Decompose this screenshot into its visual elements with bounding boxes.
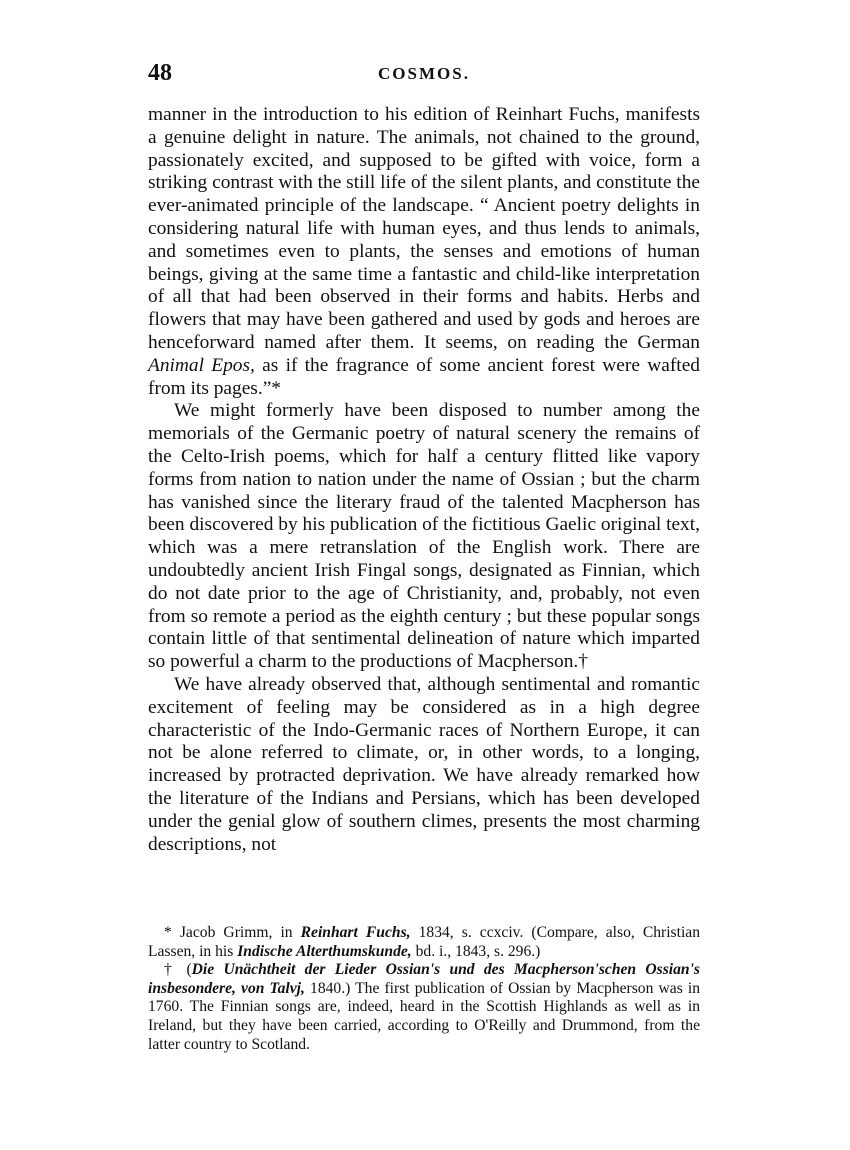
paragraph-1 xyxy=(148,104,700,400)
footnote-1-title-1: Reinhart Fuchs, xyxy=(300,924,411,941)
paragraph-1-text: manner in the introduction to his edition of Reinhart Fuchs, manifests a genuine delight in nature. The animals, not chained to the ground, passionately excited, and supposed to be gifted with voice, form a striking contrast with the still life of the silent plants, and constitute the ever-animated principle of the landscape. “ Ancient poetry delights in considering natural life with human eyes, and thus lends to animals, and sometimes even to plants, the senses and emotions of human beings, giving at the same time a fantastic and child-like interpretation of all that had been observed in their forms and habits. Herbs and flowers that may have been gathered and used by gods and heroes are henceforward named after them. It seems, on reading the German xyxy=(148,104,700,353)
footnote-1-title-2: Indische Alterthumskunde, xyxy=(237,942,412,960)
footnote-2-mark: † ( xyxy=(164,961,192,979)
page-number: 48 xyxy=(148,60,172,86)
running-head: COSMOS. xyxy=(378,64,470,83)
page-header xyxy=(148,60,700,90)
body-text xyxy=(148,104,700,856)
paragraph-1-end: as if the fragrance of some ancient forest were wafted from its pages.”* xyxy=(148,354,700,399)
animal-epos-title: Animal Epos, xyxy=(148,354,255,376)
paragraph-2: We might formerly have been disposed to number among the memorials of the Germanic poetry of natural scenery the remains of the Celto-Irish poems, which for half a century flitted like vapory forms from nation to nation under the name of Ossian ; but the charm has vanished since the literary fraud of the talented Macpherson has been discovered by his publication of the fictitious Gaelic original text, which was a mere retranslation of the English work. There are undoubtedly ancient Irish Fingal songs, designated as Finnian, which do not date prior to the age of Christianity, and, probably, not even from so remote a period as the eighth century ; but these popular songs contain little of that sentimental delineation of nature which imparted so powerful a charm to the productions of Macpherson.† xyxy=(148,400,700,673)
footnote-2-title: Die Unächtheit der Lieder Ossian's und des Macpherson'schen Ossian's insbesondere, von Talvj, xyxy=(148,961,700,997)
footnote-1-mid: 1834, s. ccxciv. (Compare, also, Christian Lassen, in his xyxy=(148,924,701,960)
paragraph-3: We have already observed that, although sentimental and romantic excitement of feeling may be considered as in a high degree characteristic of the Indo-Germanic races of Northern Europe, it can not be alone referred to climate, or, in other words, to a longing, increased by protracted deprivation. We have already remarked how the literature of the Indians and Persians, which has been developed under the genial glow of southern climes, presents the most charming descriptions, not xyxy=(148,673,700,855)
footnotes xyxy=(148,924,700,1054)
footnote-1-text: * Jacob Grimm, in xyxy=(164,924,301,941)
footnote-1 xyxy=(148,924,700,961)
footnote-2 xyxy=(148,961,700,1054)
footnote-2-text: 1840.) The first publication of Ossian by Macpherson was in 1760. The Finnian songs are, indeed, heard in the Scottish Highlands as well as in Ireland, but they have been carried, according to O'Reilly and Drummond, from the latter country to Scotland. xyxy=(148,979,700,1053)
footnote-1-end: bd. i., 1843, s. 296.) xyxy=(411,942,541,960)
